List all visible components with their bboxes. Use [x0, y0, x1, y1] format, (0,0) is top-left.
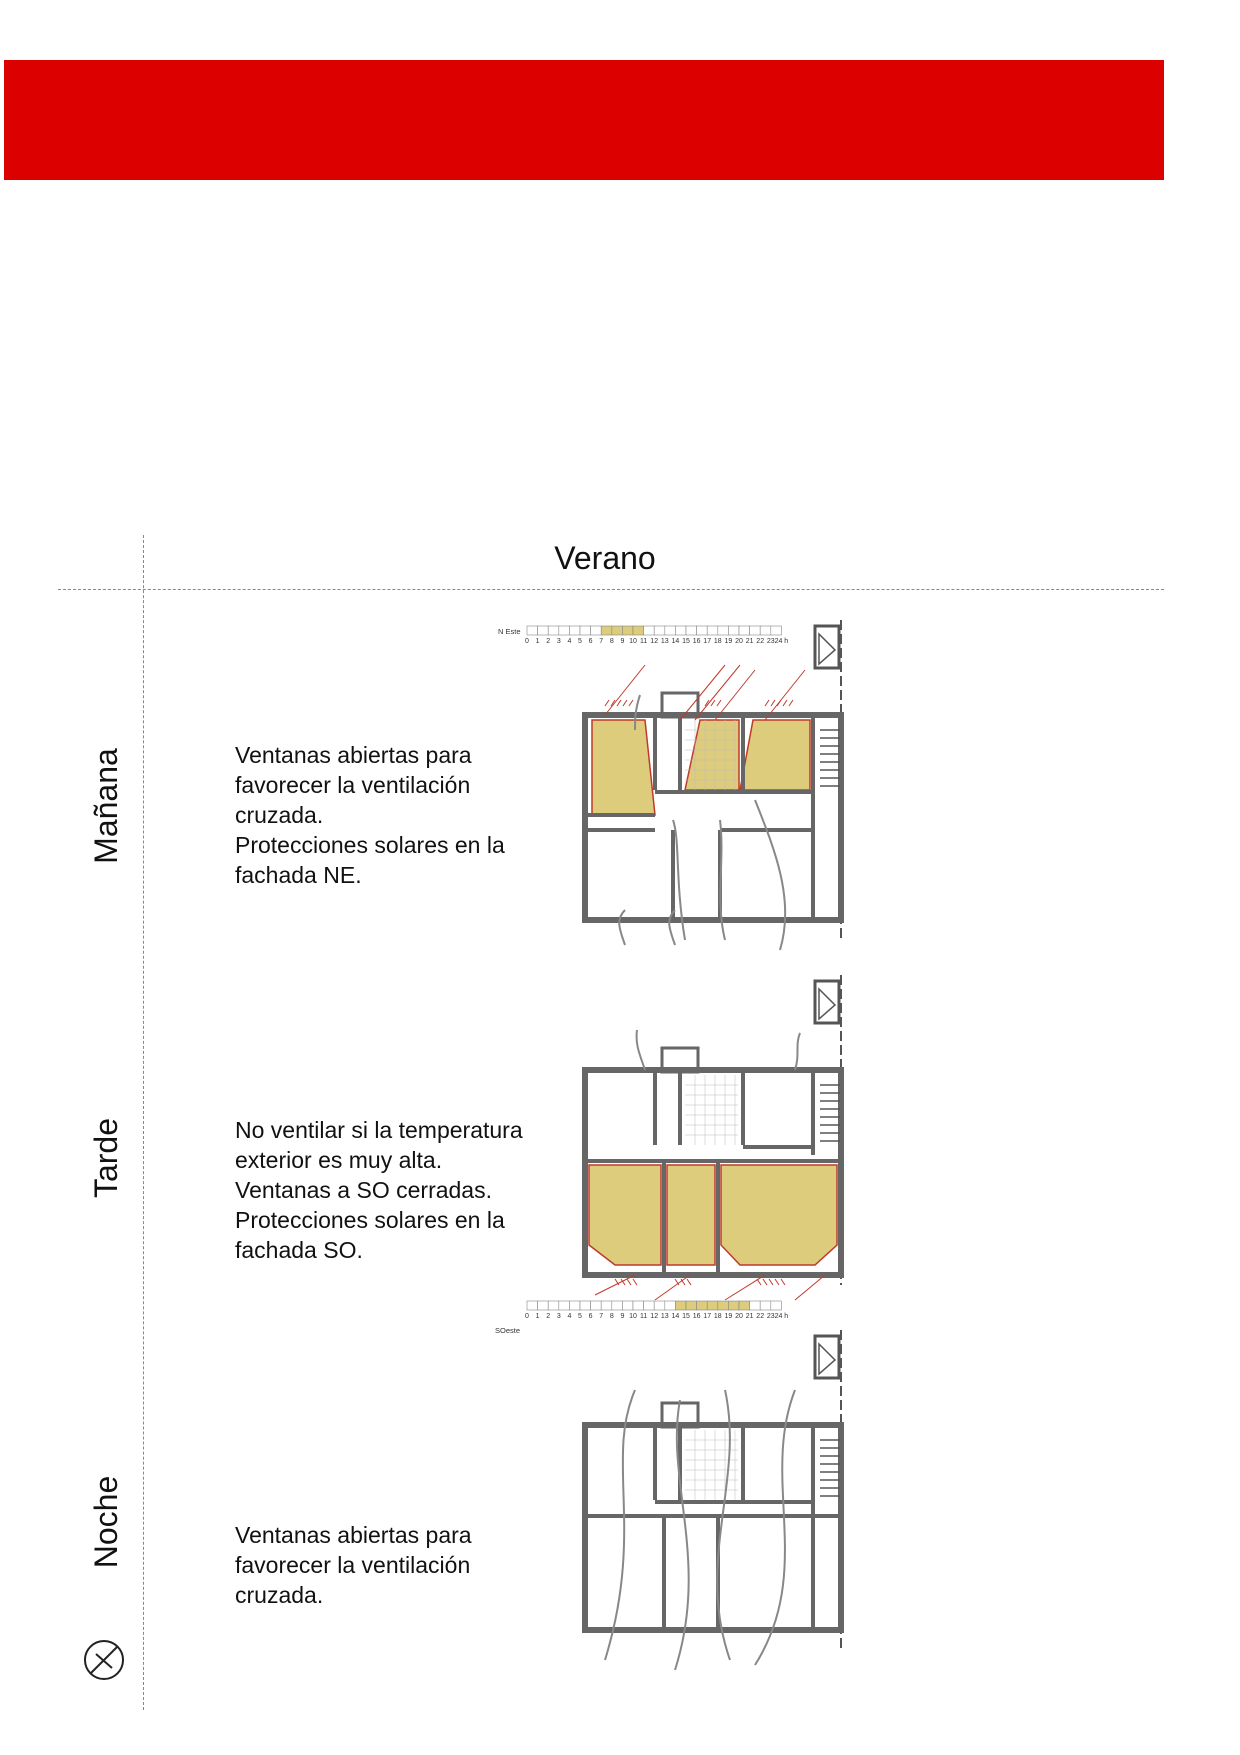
timeline-hour-cell — [665, 1301, 676, 1310]
timeline-hour-label: 4 — [567, 1313, 572, 1320]
description-line: Protecciones solares en la — [235, 832, 505, 858]
timeline-hour-cell — [622, 626, 633, 635]
timeline-hour-label: 15 — [682, 1313, 690, 1320]
timeline-hour-cell — [750, 626, 761, 635]
timeline-hour-label: 17 — [703, 1313, 712, 1320]
header-banner — [4, 60, 1164, 180]
sunlit-room — [721, 1165, 837, 1265]
description-line: exterior es muy alta. — [235, 1147, 443, 1173]
timeline-hour-cell — [686, 1301, 697, 1310]
timeline-hour-cell — [760, 626, 771, 635]
timeline-hour-cell — [739, 626, 750, 635]
north-arrow-icon — [82, 1638, 126, 1682]
timeline-hour-label: 12 — [650, 638, 659, 645]
row-label-morning: Mañana — [88, 748, 124, 864]
timeline-hour-label: 6 — [588, 638, 593, 645]
timeline-hour-label: 5 — [578, 638, 582, 645]
timeline-hour-label: 2 — [546, 1313, 551, 1320]
timeline-hour-label: 14 — [671, 1313, 680, 1320]
description-line: No ventilar si la temperatura — [235, 1117, 523, 1143]
timeline-hour-label: 19 — [724, 1313, 733, 1320]
timeline-hour-cell — [548, 1301, 559, 1310]
timeline-hour-cell — [559, 1301, 570, 1310]
timeline-label: N Este — [498, 627, 521, 636]
timeline-hour-label: 11 — [639, 638, 648, 645]
timeline-hour-cell — [559, 626, 570, 635]
floor-plan-afternoon — [495, 975, 855, 1335]
description-line: Ventanas abiertas para — [235, 742, 472, 768]
timeline-hour-label: 9 — [620, 1313, 625, 1320]
description-line: cruzada. — [235, 802, 324, 828]
timeline-hour-cell — [633, 1301, 644, 1310]
timeline-hour-label: 15 — [682, 638, 690, 645]
floor-plan-night — [495, 1330, 855, 1685]
timeline-hour-cell — [728, 626, 739, 635]
description-line: Protecciones solares en la — [235, 1207, 505, 1233]
elevator-icon — [819, 1344, 835, 1374]
timeline-hour-label: 1 — [535, 638, 540, 645]
timeline-hour-cell — [739, 1301, 750, 1310]
timeline-hour-label: 18 — [713, 638, 722, 645]
sunlit-room — [589, 1165, 661, 1265]
sun-timeline-morning — [498, 626, 788, 645]
timeline-hour-cell — [644, 1301, 655, 1310]
timeline-hour-label: 5 — [578, 1313, 582, 1320]
sun-timeline-afternoon-bar — [495, 1295, 855, 1335]
timeline-hour-cell — [728, 1301, 739, 1310]
timeline-hour-cell — [591, 626, 602, 635]
timeline-hour-cell — [707, 626, 718, 635]
elevator-icon — [819, 634, 835, 664]
timeline-hour-cell — [675, 1301, 686, 1310]
timeline-hour-cell — [591, 1301, 602, 1310]
timeline-hour-cell — [527, 626, 538, 635]
sun-protection — [615, 1279, 785, 1285]
timeline-hour-cell — [569, 1301, 580, 1310]
timeline-hour-cell — [569, 626, 580, 635]
timeline-hour-label: 1 — [535, 1313, 540, 1320]
timeline-hour-cell — [654, 1301, 665, 1310]
description-line: favorecer la ventilación — [235, 772, 471, 798]
row-label-afternoon: Tarde — [88, 1117, 124, 1199]
timeline-hour-label: 12 — [650, 1313, 659, 1320]
timeline-hour-cell — [707, 1301, 718, 1310]
timeline-hour-cell — [771, 626, 782, 635]
timeline-hour-label: 17 — [703, 638, 712, 645]
timeline-hour-label: 0 — [525, 638, 529, 645]
timeline-hour-cell — [633, 626, 644, 635]
timeline-hour-label: 23 — [766, 1313, 775, 1320]
elevator-icon — [819, 989, 835, 1019]
timeline-hour-label: 0 — [525, 1313, 529, 1320]
timeline-hour-label: 24 h — [774, 1313, 789, 1320]
season-heading: Verano — [554, 540, 656, 576]
sunlit-room — [740, 720, 810, 790]
timeline-hour-cell — [622, 1301, 633, 1310]
timeline-hour-label: 3 — [556, 1313, 561, 1320]
description-line: fachada NE. — [235, 862, 362, 888]
sunlit-room — [667, 1165, 715, 1265]
timeline-hour-label: 21 — [745, 1313, 754, 1320]
timeline-hour-cell — [718, 1301, 729, 1310]
stairs-icon — [820, 1440, 840, 1496]
stairs-icon — [820, 730, 840, 786]
timeline-hour-label: 20 — [735, 1313, 743, 1320]
table-horizontal-divider — [58, 589, 1164, 590]
timeline-hour-cell — [697, 1301, 708, 1310]
timeline-hour-label: 18 — [713, 1313, 722, 1320]
timeline-hour-cell — [601, 626, 612, 635]
timeline-hour-cell — [718, 626, 729, 635]
timeline-hour-cell — [665, 626, 676, 635]
timeline-hour-label: 7 — [599, 1313, 604, 1320]
description-line: cruzada. — [235, 1582, 324, 1608]
sunlit-room — [685, 720, 739, 790]
timeline-hour-label: 10 — [629, 1313, 637, 1320]
timeline-hour-cell — [771, 1301, 782, 1310]
timeline-hour-label: 16 — [692, 1313, 701, 1320]
timeline-hour-label: 14 — [671, 638, 680, 645]
description-line: Ventanas abiertas para — [235, 1522, 472, 1548]
timeline-hour-label: 6 — [588, 1313, 593, 1320]
timeline-hour-cell — [580, 1301, 591, 1310]
timeline-hour-label: 22 — [756, 638, 765, 645]
timeline-hour-label: 8 — [609, 1313, 614, 1320]
timeline-hour-cell — [538, 1301, 549, 1310]
stairs-icon — [820, 1085, 840, 1141]
timeline-hour-label: 10 — [629, 638, 637, 645]
timeline-hour-cell — [612, 626, 623, 635]
timeline-hour-label: 13 — [660, 1313, 669, 1320]
timeline-hour-cell — [601, 1301, 612, 1310]
timeline-hour-cell — [644, 626, 655, 635]
timeline-hour-label: 20 — [735, 638, 743, 645]
table-vertical-divider — [143, 535, 144, 1710]
timeline-hour-label: 9 — [620, 638, 625, 645]
description-line: Ventanas a SO cerradas. — [235, 1177, 492, 1203]
row-label-night: Noche — [88, 1475, 124, 1569]
timeline-hour-label: 2 — [546, 638, 551, 645]
timeline-hour-cell — [612, 1301, 623, 1310]
timeline-hour-cell — [548, 626, 559, 635]
timeline-hour-cell — [760, 1301, 771, 1310]
timeline-hour-label: 3 — [556, 638, 561, 645]
timeline-hour-label: 16 — [692, 638, 701, 645]
timeline-hour-cell — [750, 1301, 761, 1310]
timeline-hour-cell — [675, 626, 686, 635]
timeline-hour-cell — [580, 626, 591, 635]
kitchen-tiles — [685, 1075, 738, 1145]
timeline-hour-label: 23 — [766, 638, 775, 645]
timeline-hour-label: 22 — [756, 1313, 765, 1320]
timeline-hour-label: 13 — [660, 638, 669, 645]
description-line: fachada SO. — [235, 1237, 363, 1263]
timeline-hour-label: 19 — [724, 638, 733, 645]
timeline-hour-label: 7 — [599, 638, 604, 645]
timeline-hour-cell — [527, 1301, 538, 1310]
timeline-hour-label: 24 h — [774, 638, 789, 645]
description-line: favorecer la ventilación — [235, 1552, 471, 1578]
timeline-hour-label: 8 — [609, 638, 614, 645]
timeline-hour-cell — [697, 626, 708, 635]
floor-plan-morning — [495, 620, 855, 960]
timeline-hour-label: 11 — [639, 1313, 648, 1320]
timeline-label: SOeste — [495, 1326, 521, 1335]
timeline-hour-cell — [538, 626, 549, 635]
timeline-hour-cell — [686, 626, 697, 635]
timeline-hour-cell — [654, 626, 665, 635]
timeline-hour-label: 4 — [567, 638, 572, 645]
sunlit-room — [592, 720, 655, 815]
timeline-hour-label: 21 — [745, 638, 754, 645]
